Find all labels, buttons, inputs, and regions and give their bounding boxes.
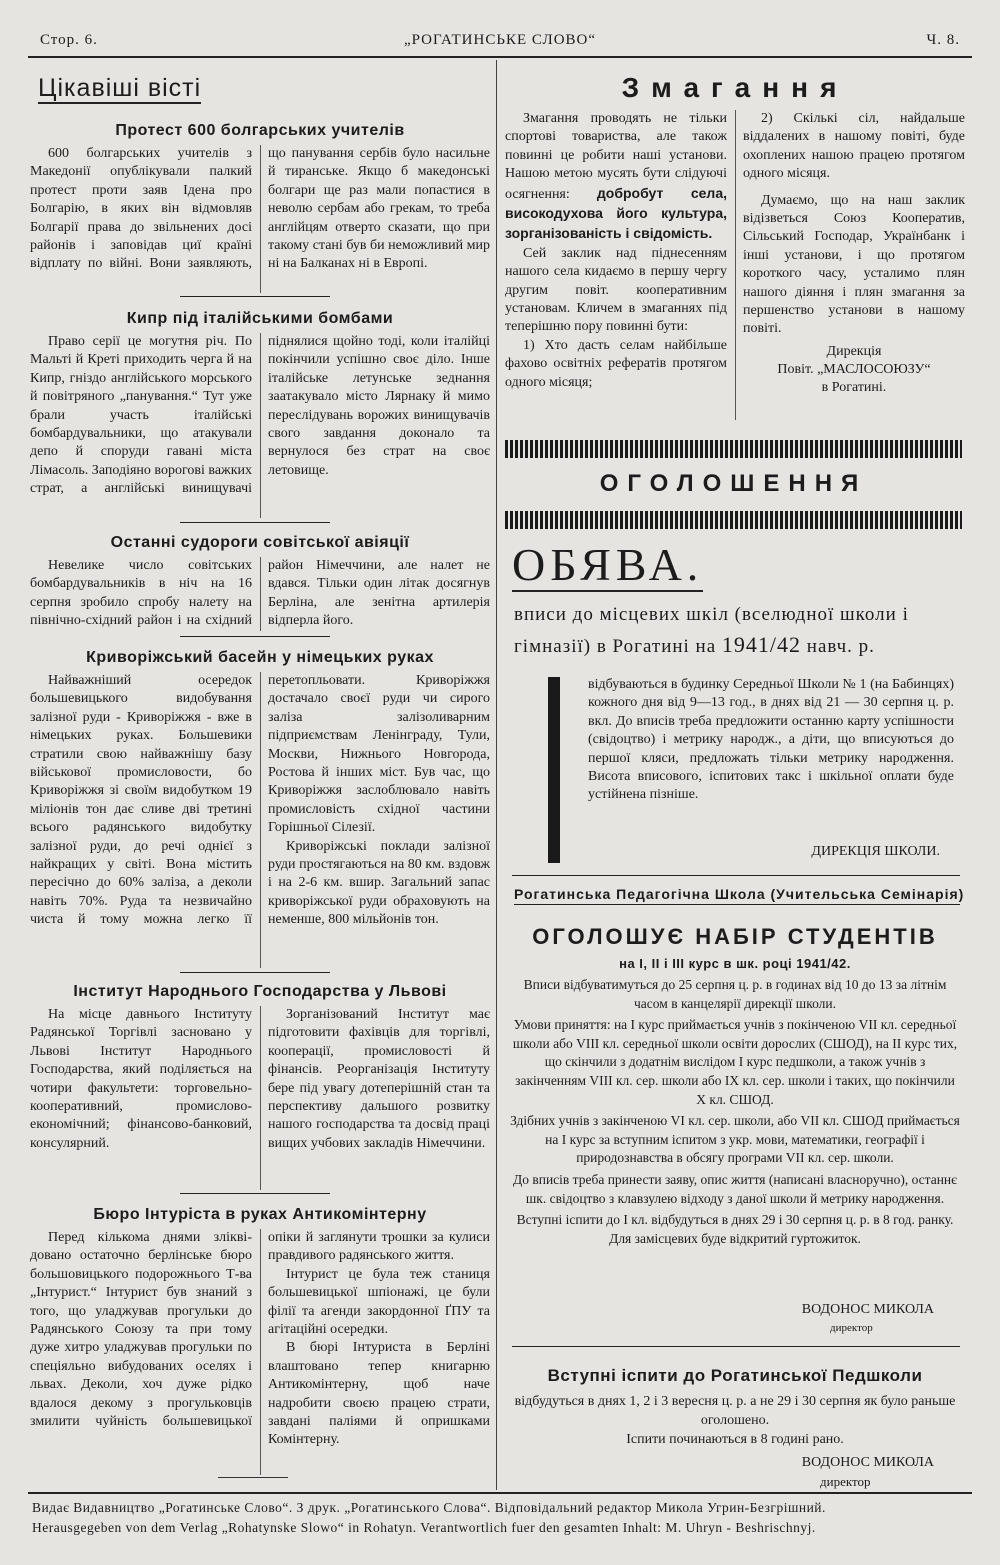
school-year: 1941/42: [721, 632, 802, 657]
signature-line: в Рогатині.: [821, 379, 887, 395]
paragraph: В бюрі Інтуриста в Берліні влаштовано тепер книгарню Антикомінтерну, щоб наче надробити своєю працею страти, завдані паліями й опришками Комінтерну.: [268, 1340, 490, 1448]
divider: [512, 1346, 960, 1347]
divider: [512, 875, 960, 876]
page-number: Стор. 6.: [40, 32, 98, 48]
paragraph-text: Змагання проводять не тільки спортові товариства, але також повинні це робити наші установи. Нашою метою мусять бути слідуючі осягнення:: [505, 111, 727, 202]
article-body: 600 болгарських учителів з Македонії опублікували палкий протест проти заяв Ідена про Болгарію, в яких він відмовляв Болгарії права до звільнених досі районів і заповідав циї країні відплату по війні. Вони заявляють, що панування сербів було насильне й тиранське. Якщо б македонські болгари ще раз мали попастися в неволю сербам або грекам, то треба англійцям отверто сказати, що при такому стані був би неможливий мир ні на Балканах ні в Европі.: [30, 146, 490, 272]
section-title: Цікавіші вісті: [38, 74, 202, 102]
ped-announce-body: [510, 976, 960, 1248]
ornamental-bar: [505, 511, 962, 529]
exam-signature-role: директор: [820, 1474, 871, 1489]
divider: [180, 1193, 330, 1194]
exam-signature: ВОДОНОС МИКОЛА: [801, 1455, 934, 1470]
zmagannia-body: [505, 110, 965, 420]
divider: [180, 296, 330, 297]
article-body: [30, 1006, 490, 1190]
paragraph: Умови приняття: на І курс приймається учнів з покінченою VII кл. середньої школи або VIII кл. середньої школи освіти дорослих (СШОД), на II курс тих, що скінчили з додатнім вислідом І курс педшколи, а також учнів з закінченням VIII кл. сер. школи або IX кл. сер. школи і таких, що покінчили X кл. СШОД.: [512, 1017, 958, 1107]
obyava-text: відбуваються в будинку Середньої Школи № 1 (на Бабинцях) кожного дня від 9—13 год., в днях від 21 — 30 серпня ц. р. вкл. До вписів треба предложити останню карту успішности (свідоцтво) і метрику народж., а діти, що вписуються до першої кляси, предложать тільки метрику народження. Висота вписового, іспитових такс і шкільної оплати буде устійнена пізніше.: [588, 677, 954, 803]
paragraph: Вступні іспити до І кл. відбудуться в днях 29 і 30 серпня ц. р. в 8 год. ранку. Для замісцевих буде відкритий гуртожиток.: [516, 1212, 954, 1246]
paragraph: Здібних учнів з закінченою VI кл. сер. школи, або VII кл. СШОД приймається на І курс за вступним іспитом з укр. мови, математики, географії і природознавства в обсягу програми VII кл. сер. школи.: [510, 1113, 960, 1166]
article-title: Останні судороги совітської авіяції: [110, 534, 410, 551]
ped-signature-role: директор: [830, 1322, 873, 1334]
paragraph: На місце давнього Інституту Радянської Торгівлі засновано у Львові Інститут Народнього Господарства, який поділяється на чотири факультети: торговельно-кооперативний, промислово-економічний; фінансово-банковий, консулярний.: [30, 1007, 252, 1151]
exam-title: Вступні іспити до Рогатинської Педшколи: [547, 1366, 923, 1385]
paragraph: 2) Скількі сіл, найдальше віддалених в нашому повіті, буде охоплених нашою працею протягом одного місяця.: [743, 111, 965, 182]
ped-signature: ВОДОНОС МИКОЛА: [801, 1302, 934, 1317]
paragraph: Інтурист це була теж станиця большевицької шпіонажі, це були філії та агенди закордонної ҐПУ та агітаційні осередки.: [268, 1266, 490, 1338]
article-title: Протест 600 болгарських учителів: [115, 122, 405, 139]
obyava-subtitle-end: навч. р.: [801, 636, 875, 657]
page-header: [40, 32, 960, 54]
article-title: Кипр під італійськими бомбами: [126, 310, 394, 327]
footer-line: Видає Видавництво „Рогатинське Слово“. З друк. „Рогатинського Слова“. Відповідальний редактор Микола Угрин-Безгрішний.: [32, 1500, 826, 1515]
end-ornament: [218, 1477, 288, 1478]
column-divider: [496, 60, 497, 1490]
black-bar: [548, 677, 560, 863]
exam-body: [510, 1392, 960, 1449]
divider: [180, 522, 330, 523]
footer-line: Herausgegeben von dem Verlag „Rohatynske Slowo“ in Rohatyn. Verantwortlich fuer den gesamten Inhalt: M. Uhryn - Beshrischnyj.: [32, 1520, 816, 1535]
header-rule: [28, 56, 972, 58]
footer-rule: [28, 1492, 972, 1494]
paragraph: Іспити починаються в 8 годині рано.: [626, 1432, 844, 1447]
signature: [743, 343, 965, 397]
paragraph: Зорганізований Інститут має підготовити фахівців для торгівлі, кооперації, промисловості й фінансів. Реорганізація Інституту бере під увагу дотеперішній стан та перспективу дальшого розвитку нашого господарства та досвід праці вищих учбових закладів Німеччини.: [268, 1007, 490, 1151]
paragraph: Сей заклик над піднесенням нашого села кидаємо в першу чергу другим повіт. кооперативним установам. Кличем в змаганнях під теперішню пору повинні бути:: [505, 245, 727, 335]
ped-announce-title: ОГОЛОШУЄ НАБІР СТУДЕНТІВ: [532, 924, 938, 949]
ped-announce-subtitle: на І, ІІ і ІІІ курс в шк. році 1941/42.: [619, 956, 851, 971]
paragraph: відбудуться в днях 1, 2 і 3 вересня ц. р. а не 29 і 30 серпня як було раньше оголошено.: [514, 1394, 956, 1428]
divider: [180, 972, 330, 973]
divider: [180, 636, 330, 637]
paragraph: [505, 110, 727, 245]
article-body: [30, 1229, 490, 1475]
article-title: Криворіжський басейн у німецьких руках: [86, 649, 434, 666]
obyava-signature: ДИРЕКЦІЯ ШКОЛИ.: [811, 844, 940, 859]
paragraph: 1) Хто дасть селам найбільше фахово освітніх рефератів протягом одного місяця;: [505, 337, 727, 390]
article-body: Невелике число совітських бомбардувальників в ніч на 16 серпня зробило спробу налету на північно-східний район і на східний район Німеччини, але налет не вдався. Тільки один літак досягнув Берліна, але зенітна артилерія відперла його.: [30, 558, 490, 629]
ads-title: ОГОЛОШЕННЯ: [599, 470, 868, 497]
article-title: Бюро Інтуріста в руках Антикомінтерну: [93, 1206, 427, 1223]
paragraph: Вписи відбуватимуться до 25 серпня ц. р. в годинах від 10 до 13 за літнім часом в канцелярії дирекції школи.: [523, 977, 947, 1011]
obyava-subtitle-text: вписи до місцевих шкіл (вселюдної школи і гімназії) в Рогатині на: [514, 604, 909, 657]
obyava-title: ОБЯВА.: [512, 539, 704, 590]
issue-number: Ч. 8.: [926, 32, 960, 48]
article-title: Інститут Народнього Господарства у Львові: [73, 983, 447, 1000]
paragraph: Криворіжські поклади залізної руди простягаються на 80 км. вздовж і на 2-6 км. вшир. Загальний запас криворіжської руди обраховують на неменше, 800 мільйонів тон.: [268, 838, 490, 928]
article-body: [30, 672, 490, 968]
paragraph: До вписів треба принести заяву, опис життя (написані власноручно), останнє шк. свідоцтво з клавзулею відходу з даної школи й метрику народження.: [513, 1171, 957, 1206]
obyava-subtitle: [514, 600, 959, 662]
ped-school-header: Рогатинська Педагогічна Школа (Учительська Семінарія): [514, 886, 960, 905]
bold-goals: добробут села, високодухова його культура, зорганізованість і свідомість.: [505, 184, 728, 242]
newspaper-title: „РОГАТИНСЬКЕ СЛОВО“: [403, 32, 597, 48]
ornamental-bar: [505, 440, 962, 458]
paragraph: Найважніший осередок большевицького видобування залізної руди - Криворіжжя - вже в німецьких руках. Большевики стратили свою найважнішу базу військової промисловости, бо Криворіжжя зі своїм видобутком 19 мілiонів тон дає сливе дві третині всього радянського видобутку залізної руди, до речі однієї з найкращих у світі. Вона містить пересічно до 60% заліза, а деколи навіть 70%. Руда та незвичайно чиста й тому можна легко її перетопльовати. Криворіжжя достачало своєї руди чи сирого заліза залізоливарним підприємствам Ленінграду, Тули, Москви, Нижнього Новгорода, Ростова й інших міст. Був час, що Криворіжжя заслоблювало навіть промисловість східної частини Горішньої Сілезії.: [30, 673, 490, 928]
signature-line: Повіт. „МАСЛОСОЮЗУ“: [777, 361, 931, 377]
signature-line: Дирекція: [826, 343, 882, 359]
article-body: Право серії це могутня річ. По Мальті й Креті приходить черга й на Кипр, гніздо англійського морського й повітряного „панування.“ Тут уже брали участь італійські бомбардувальники, що атакували депо й споруди гавані міста Лімасоль. Заподіяно ворогові важких страт, а англійські винищувачі піднялися щойно тоді, коли італійці покінчили успішно своє діло. Інше італійське летунське зеднання заатакувало місто Лярнаку й мимо переслідувань ворожих винищувачів свого завдання доконало та вернулося без страт на своє летовище.: [30, 334, 490, 497]
paragraph: Перед кількома днями зліквідовано остаточно берлінське бюро большовицького подорожнього Т-ва „Інтурист.“ Інтурист був знаний з того, що уладжував прогульки до Радянського Союзу та при тому дуже хитро уладжував прогульки по спеціяльно вибудованих оселях і львах. Деколи, хоч дуже рідко вдалося декому з прогульковців змилити чуйність большевицької опіки й заглянути трошки за кулиси правдивого радянського життя.: [30, 1230, 490, 1430]
paragraph: Думаємо, що на наш заклик відізветься Союз Кооператив, Сільський Господар, Українбанк і інші установи, і що протягом короткого часу, усталимо плян нашого діяння і плян змагання за першенство установи в нашому повіті.: [743, 192, 965, 337]
zmagannia-title: Змагання: [621, 72, 849, 103]
